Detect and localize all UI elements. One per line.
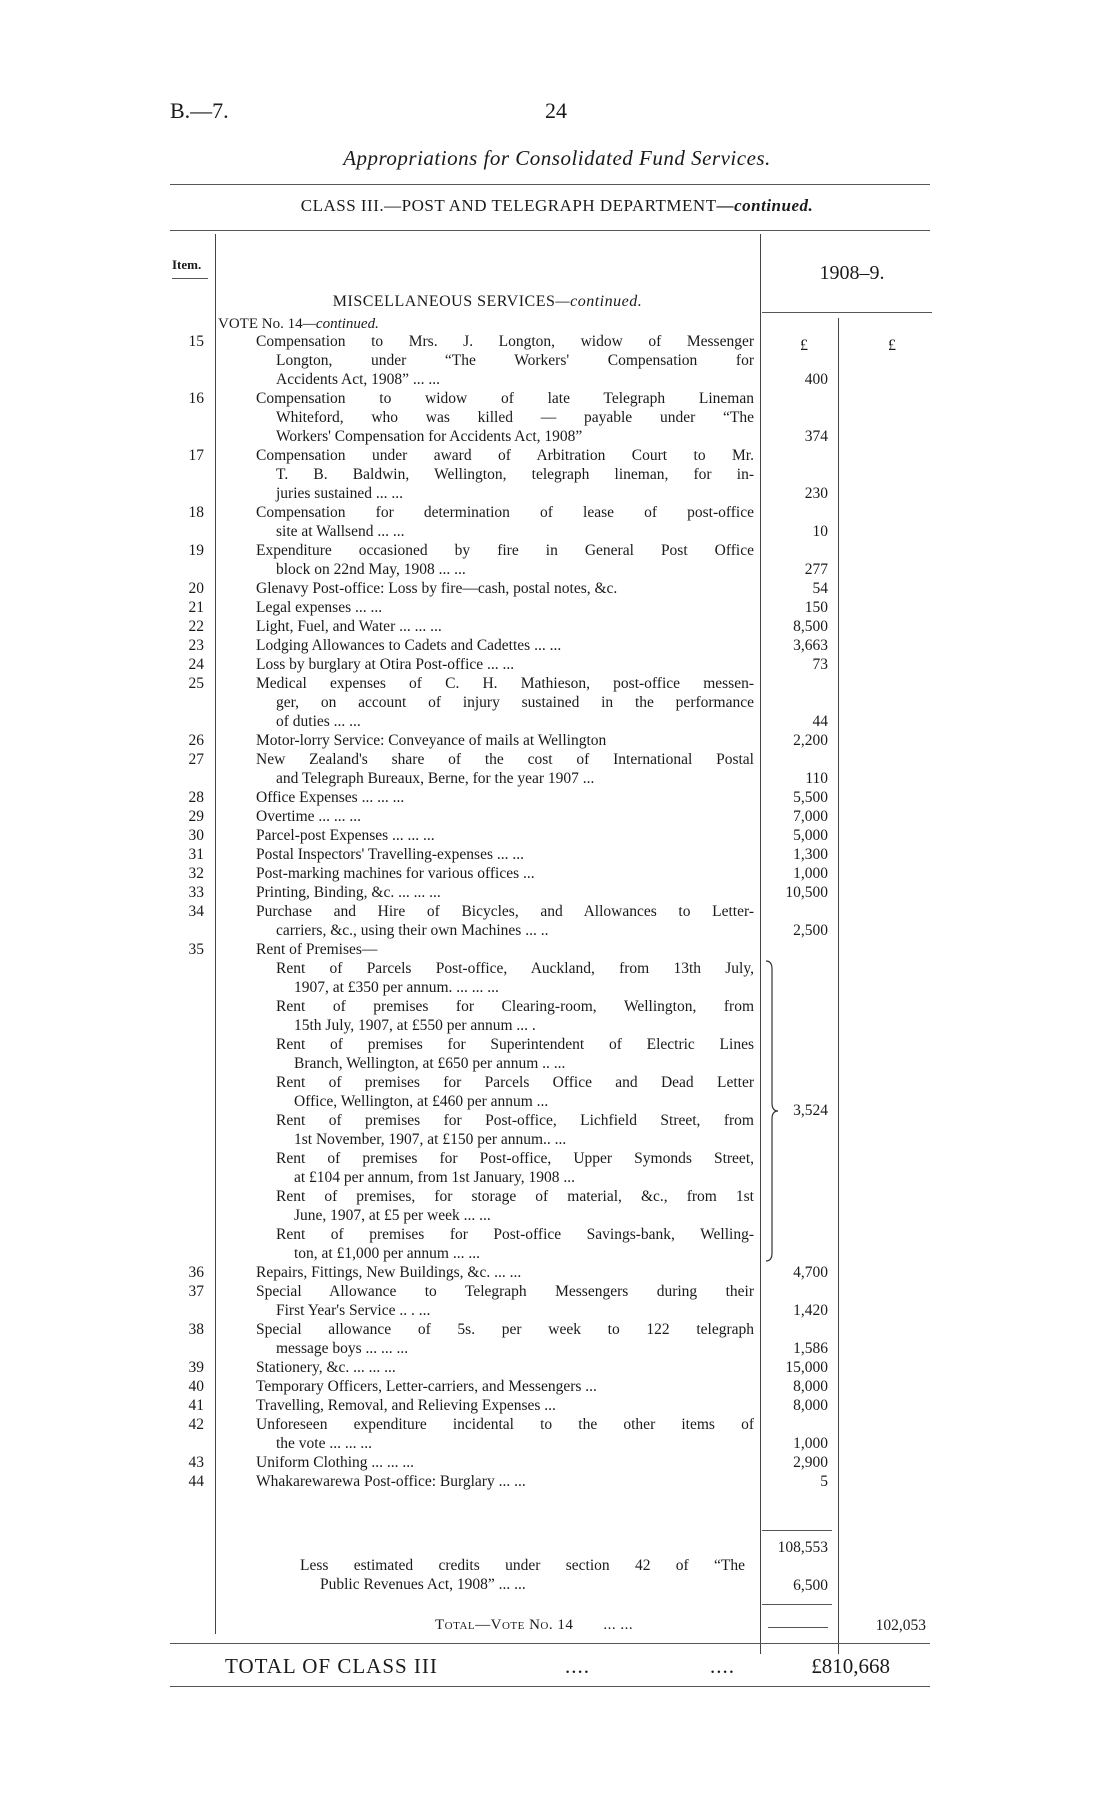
- less-credits-line1: Less estimated credits under section 42 of “The: [300, 1557, 745, 1574]
- class-title-suffix: —continued.: [716, 196, 814, 215]
- rent-sub-item-line: 1st November, 1907, at £150 per annum.. ...: [294, 1131, 567, 1148]
- item-number: 32: [188, 865, 204, 882]
- total-class-text: TOTAL OF CLASS III: [225, 1654, 438, 1678]
- pound-sign-right: £: [888, 337, 896, 354]
- item-amount: 230: [804, 485, 828, 502]
- total-class-amount: £810,668: [811, 1654, 890, 1678]
- rent-total-amount: 3,524: [793, 1102, 828, 1119]
- item-number: 25: [188, 675, 204, 692]
- item-amount: 10: [812, 523, 828, 540]
- rent-sub-item-line: Rent of premises for Parcels Office and Dead Letter: [276, 1074, 754, 1091]
- title-rule: [170, 184, 930, 185]
- item-amount: 1,300: [793, 846, 828, 863]
- total-class-label: [225, 1654, 735, 1679]
- item-row-25: [0, 674, 1114, 731]
- item-number: 44: [188, 1473, 204, 1490]
- item-description-line: Repairs, Fittings, New Buildings, &c. ... ...: [256, 1264, 522, 1281]
- item-amount: 8,000: [793, 1397, 828, 1414]
- item-description-line: Loss by burglary at Otira Post-office ... ...: [256, 656, 515, 673]
- item-amount: 150: [804, 599, 828, 616]
- item-row-40: [0, 1377, 1114, 1396]
- item-description-line: Purchase and Hire of Bicycles, and Allowances to Letter-: [256, 903, 754, 920]
- item-number: 43: [188, 1454, 204, 1471]
- item-number: 24: [188, 656, 204, 673]
- item-row-39: [0, 1358, 1114, 1377]
- rent-sub-item-line: 15th July, 1907, at £550 per annum ... .: [294, 1017, 536, 1034]
- rent-sub-item-line: Office, Wellington, at £460 per annum ...: [294, 1093, 549, 1110]
- rent-sub-item-line: Rent of premises for Superintendent of Electric Lines: [276, 1036, 754, 1053]
- item-number: 23: [188, 637, 204, 654]
- item-description-line: Post-marking machines for various offices ...: [256, 865, 535, 882]
- item-amount: 2,500: [793, 922, 828, 939]
- item-description-line: Compensation under award of Arbitration Court to Mr.: [256, 447, 754, 464]
- item-amount: 2,900: [793, 1454, 828, 1471]
- item-row-30: [0, 826, 1114, 845]
- rent-sub-item-line: Rent of premises for Clearing-room, Wellington, from: [276, 998, 754, 1015]
- rent-sub-item-line: Rent of Parcels Post-office, Auckland, from 13th July,: [276, 960, 754, 977]
- item-number: 39: [188, 1359, 204, 1376]
- item-number: 38: [188, 1321, 204, 1338]
- item-number: 34: [188, 903, 204, 920]
- item-amount: 1,000: [793, 1435, 828, 1452]
- item-description-line: Accidents Act, 1908” ... ...: [276, 371, 441, 388]
- item-description-line: Compensation to Mrs. J. Longton, widow of Messenger: [256, 333, 754, 350]
- item-amount: 1,420: [793, 1302, 828, 1319]
- item-description-line: Postal Inspectors' Travelling-expenses ... ...: [256, 846, 524, 863]
- item-description-line: Travelling, Removal, and Relieving Expenses ...: [256, 1397, 556, 1414]
- item-header-rule: [172, 278, 208, 279]
- item-row-24: [0, 655, 1114, 674]
- item-description-line: carriers, &c., using their own Machines ... ..: [276, 922, 549, 939]
- less-credits-line2: Public Revenues Act, 1908” ... ...: [320, 1576, 526, 1593]
- total-vote-dash: [768, 1627, 828, 1628]
- item-row-16: [0, 389, 1114, 446]
- item-amount: 4,700: [793, 1264, 828, 1281]
- item-amount: 15,000: [785, 1359, 828, 1376]
- total-vote-label: [435, 1617, 633, 1634]
- item-description-line: Expenditure occasioned by fire in General Post Office: [256, 542, 754, 559]
- item-row-22: [0, 617, 1114, 636]
- item-description-line: Medical expenses of C. H. Mathieson, post-office messen-: [256, 675, 754, 692]
- item-row-38: [0, 1320, 1114, 1358]
- item-row-18: [0, 503, 1114, 541]
- less-credits-amount: 6,500: [793, 1577, 828, 1594]
- item-description-line: Legal expenses ... ...: [256, 599, 383, 616]
- vote-heading-suffix: —continued.: [302, 316, 379, 332]
- item-amount: 8,000: [793, 1378, 828, 1395]
- rent-sub-item-line: at £104 per annum, from 1st January, 1908 ...: [294, 1169, 575, 1186]
- item-description-line: Temporary Officers, Letter-carriers, and Messengers ...: [256, 1378, 597, 1395]
- item-number: 33: [188, 884, 204, 901]
- rent-sub-item-line: Rent of premises for Post-office, Upper Symonds Street,: [276, 1150, 754, 1167]
- item-description-line: New Zealand's share of the cost of International Postal: [256, 751, 754, 768]
- item-number: 28: [188, 789, 204, 806]
- item-amount: 1,586: [793, 1340, 828, 1357]
- item-description-line: Uniform Clothing ... ... ...: [256, 1454, 415, 1471]
- item-number: 15: [188, 333, 204, 350]
- vote-heading: [218, 316, 379, 333]
- item-description-line: Whiteford, who was killed — payable under “The: [276, 409, 754, 426]
- item-description-line: Workers' Compensation for Accidents Act, 1908”: [276, 428, 583, 445]
- rent-sub-item-line: Rent of premises for Post-office Savings-bank, Welling-: [276, 1226, 754, 1243]
- item-description-line: Longton, under “The Workers' Compensation for: [276, 352, 754, 369]
- item-row-23: [0, 636, 1114, 655]
- item-amount: 44: [812, 713, 828, 730]
- item-amount: 5,000: [793, 827, 828, 844]
- item-row-15: [0, 332, 1114, 389]
- item-row-20: [0, 579, 1114, 598]
- item-number: 20: [188, 580, 204, 597]
- item-description-line: Unforeseen expenditure incidental to the other items of: [256, 1416, 754, 1433]
- credits-rule: [762, 1604, 832, 1605]
- item-row-19: [0, 541, 1114, 579]
- header-rule: [170, 230, 930, 231]
- item-amount: 2,200: [793, 732, 828, 749]
- item-number: 37: [188, 1283, 204, 1300]
- item-description-line: message boys ... ... ...: [276, 1340, 409, 1357]
- item-number: 29: [188, 808, 204, 825]
- item-description-line: and Telegraph Bureaux, Berne, for the year 1907 ...: [276, 770, 595, 787]
- item-number: 40: [188, 1378, 204, 1395]
- item-amount: 400: [804, 371, 828, 388]
- item-row-41: [0, 1396, 1114, 1415]
- page-number: 24: [545, 98, 567, 123]
- class-title: [0, 196, 1114, 216]
- item-number: 18: [188, 504, 204, 521]
- item-description-line: Stationery, &c. ... ... ...: [256, 1359, 396, 1376]
- item-row-27: [0, 750, 1114, 788]
- year-header-rule: [762, 312, 932, 313]
- item-row-37: [0, 1282, 1114, 1320]
- item-row-36: [0, 1263, 1114, 1282]
- total-vote-amount: 102,053: [875, 1617, 926, 1634]
- item-row-43: [0, 1453, 1114, 1472]
- subtotal-rule: [762, 1530, 832, 1531]
- item-row-34: [0, 902, 1114, 940]
- item-description-line: Motor-lorry Service: Conveyance of mails at Wellington: [256, 732, 607, 749]
- item-row-17: [0, 446, 1114, 503]
- rent-sub-item-line: Rent of premises, for storage of material, &c., from 1st: [276, 1188, 754, 1205]
- item-column-header: Item.: [172, 257, 202, 272]
- item-description-line: site at Wallsend ... ...: [276, 523, 405, 540]
- item-description-line: Light, Fuel, and Water ... ... ...: [256, 618, 442, 635]
- rent-sub-item-line: Branch, Wellington, at £650 per annum .. ...: [294, 1055, 566, 1072]
- item-amount: 1,000: [793, 865, 828, 882]
- item-row-32: [0, 864, 1114, 883]
- item-amount: 5: [820, 1473, 828, 1490]
- pound-sign-left: £: [800, 337, 808, 354]
- item-description-line: Whakarewarewa Post-office: Burglary ... ...: [256, 1473, 526, 1490]
- item-number: 21: [188, 599, 204, 616]
- item-description-line: Rent of Premises—: [256, 941, 378, 958]
- rent-sub-item-line: Rent of premises for Post-office, Lichfield Street, from: [276, 1112, 754, 1129]
- item-description-line: Office Expenses ... ... ...: [256, 789, 405, 806]
- item-row-44: [0, 1472, 1114, 1491]
- item-description-line: Lodging Allowances to Cadets and Cadettes ... ...: [256, 637, 562, 654]
- item-row-42: [0, 1415, 1114, 1453]
- item-description-line: Parcel-post Expenses ... ... ...: [256, 827, 435, 844]
- item-number: 35: [188, 941, 204, 958]
- item-row-35: [0, 940, 1114, 959]
- item-description-line: Glenavy Post-office: Loss by fire—cash, postal notes, &c.: [256, 580, 618, 597]
- item-number: 17: [188, 447, 204, 464]
- total-vote-leader: ... ...: [603, 1617, 634, 1633]
- item-number: 19: [188, 542, 204, 559]
- item-description-line: Special Allowance to Telegraph Messengers during their: [256, 1283, 754, 1300]
- item-row-29: [0, 807, 1114, 826]
- page-title: Appropriations for Consolidated Fund Services.: [343, 146, 771, 170]
- subtotal-amount: 108,553: [777, 1539, 828, 1556]
- item-description-line: Compensation for determination of lease of post-office: [256, 504, 754, 521]
- total-rule-bottom: [170, 1686, 930, 1687]
- section-heading-suffix: —continued.: [555, 293, 643, 310]
- item-amount: 374: [804, 428, 828, 445]
- item-description-line: of duties ... ...: [276, 713, 361, 730]
- item-number: 42: [188, 1416, 204, 1433]
- class-title-main: CLASS III.—POST AND TELEGRAPH DEPARTMENT: [300, 196, 717, 215]
- item-row-26: [0, 731, 1114, 750]
- year-column-header: 1908–9.: [819, 262, 885, 284]
- item-description-line: Overtime ... ... ...: [256, 808, 362, 825]
- item-amount: 277: [804, 561, 828, 578]
- item-number: 30: [188, 827, 204, 844]
- item-description-line: T. B. Baldwin, Wellington, telegraph lineman, for in-: [276, 466, 754, 483]
- item-amount: 7,000: [793, 808, 828, 825]
- item-row-33: [0, 883, 1114, 902]
- item-description-line: Special allowance of 5s. per week to 122 telegraph: [256, 1321, 754, 1338]
- page-reference: B.—7.: [170, 98, 229, 123]
- rent-sub-item-line: 1907, at £350 per annum. ... ... ...: [294, 979, 499, 996]
- item-description-line: First Year's Service .. . ...: [276, 1302, 431, 1319]
- item-description-line: Compensation to widow of late Telegraph Lineman: [256, 390, 754, 407]
- total-rule-top: [170, 1643, 930, 1644]
- item-amount: 8,500: [793, 618, 828, 635]
- item-description-line: juries sustained ... ...: [276, 485, 403, 502]
- item-amount: 10,500: [785, 884, 828, 901]
- item-amount: 3,663: [793, 637, 828, 654]
- item-number: 22: [188, 618, 204, 635]
- vote-heading-main: VOTE No. 14: [218, 316, 303, 332]
- item-description-line: block on 22nd May, 1908 ... ...: [276, 561, 466, 578]
- section-heading: [215, 293, 760, 311]
- item-row-21: [0, 598, 1114, 617]
- item-description-line: ger, on account of injury sustained in the performance: [276, 694, 754, 711]
- item-amount: 73: [812, 656, 828, 673]
- rent-sub-item-line: ton, at £1,000 per annum ... ...: [294, 1245, 480, 1262]
- item-amount: 110: [805, 770, 828, 787]
- rent-sub-item-line: June, 1907, at £5 per week ... ...: [294, 1207, 491, 1224]
- total-class-leader-2: ....: [710, 1654, 735, 1678]
- item-row-31: [0, 845, 1114, 864]
- item-number: 16: [188, 390, 204, 407]
- item-number: 26: [188, 732, 204, 749]
- item-row-28: [0, 788, 1114, 807]
- item-number: 41: [188, 1397, 204, 1414]
- item-number: 36: [188, 1264, 204, 1281]
- item-number: 31: [188, 846, 204, 863]
- item-amount: 5,500: [793, 789, 828, 806]
- item-description-line: Printing, Binding, &c. ... ... ...: [256, 884, 441, 901]
- item-amount: 54: [812, 580, 828, 597]
- section-heading-main: MISCELLANEOUS SERVICES: [332, 293, 556, 310]
- item-description-line: the vote ... ... ...: [276, 1435, 372, 1452]
- total-class-leader-1: ....: [565, 1654, 590, 1678]
- item-number: 27: [188, 751, 204, 768]
- total-vote-text: Total—Vote No. 14: [435, 1617, 574, 1633]
